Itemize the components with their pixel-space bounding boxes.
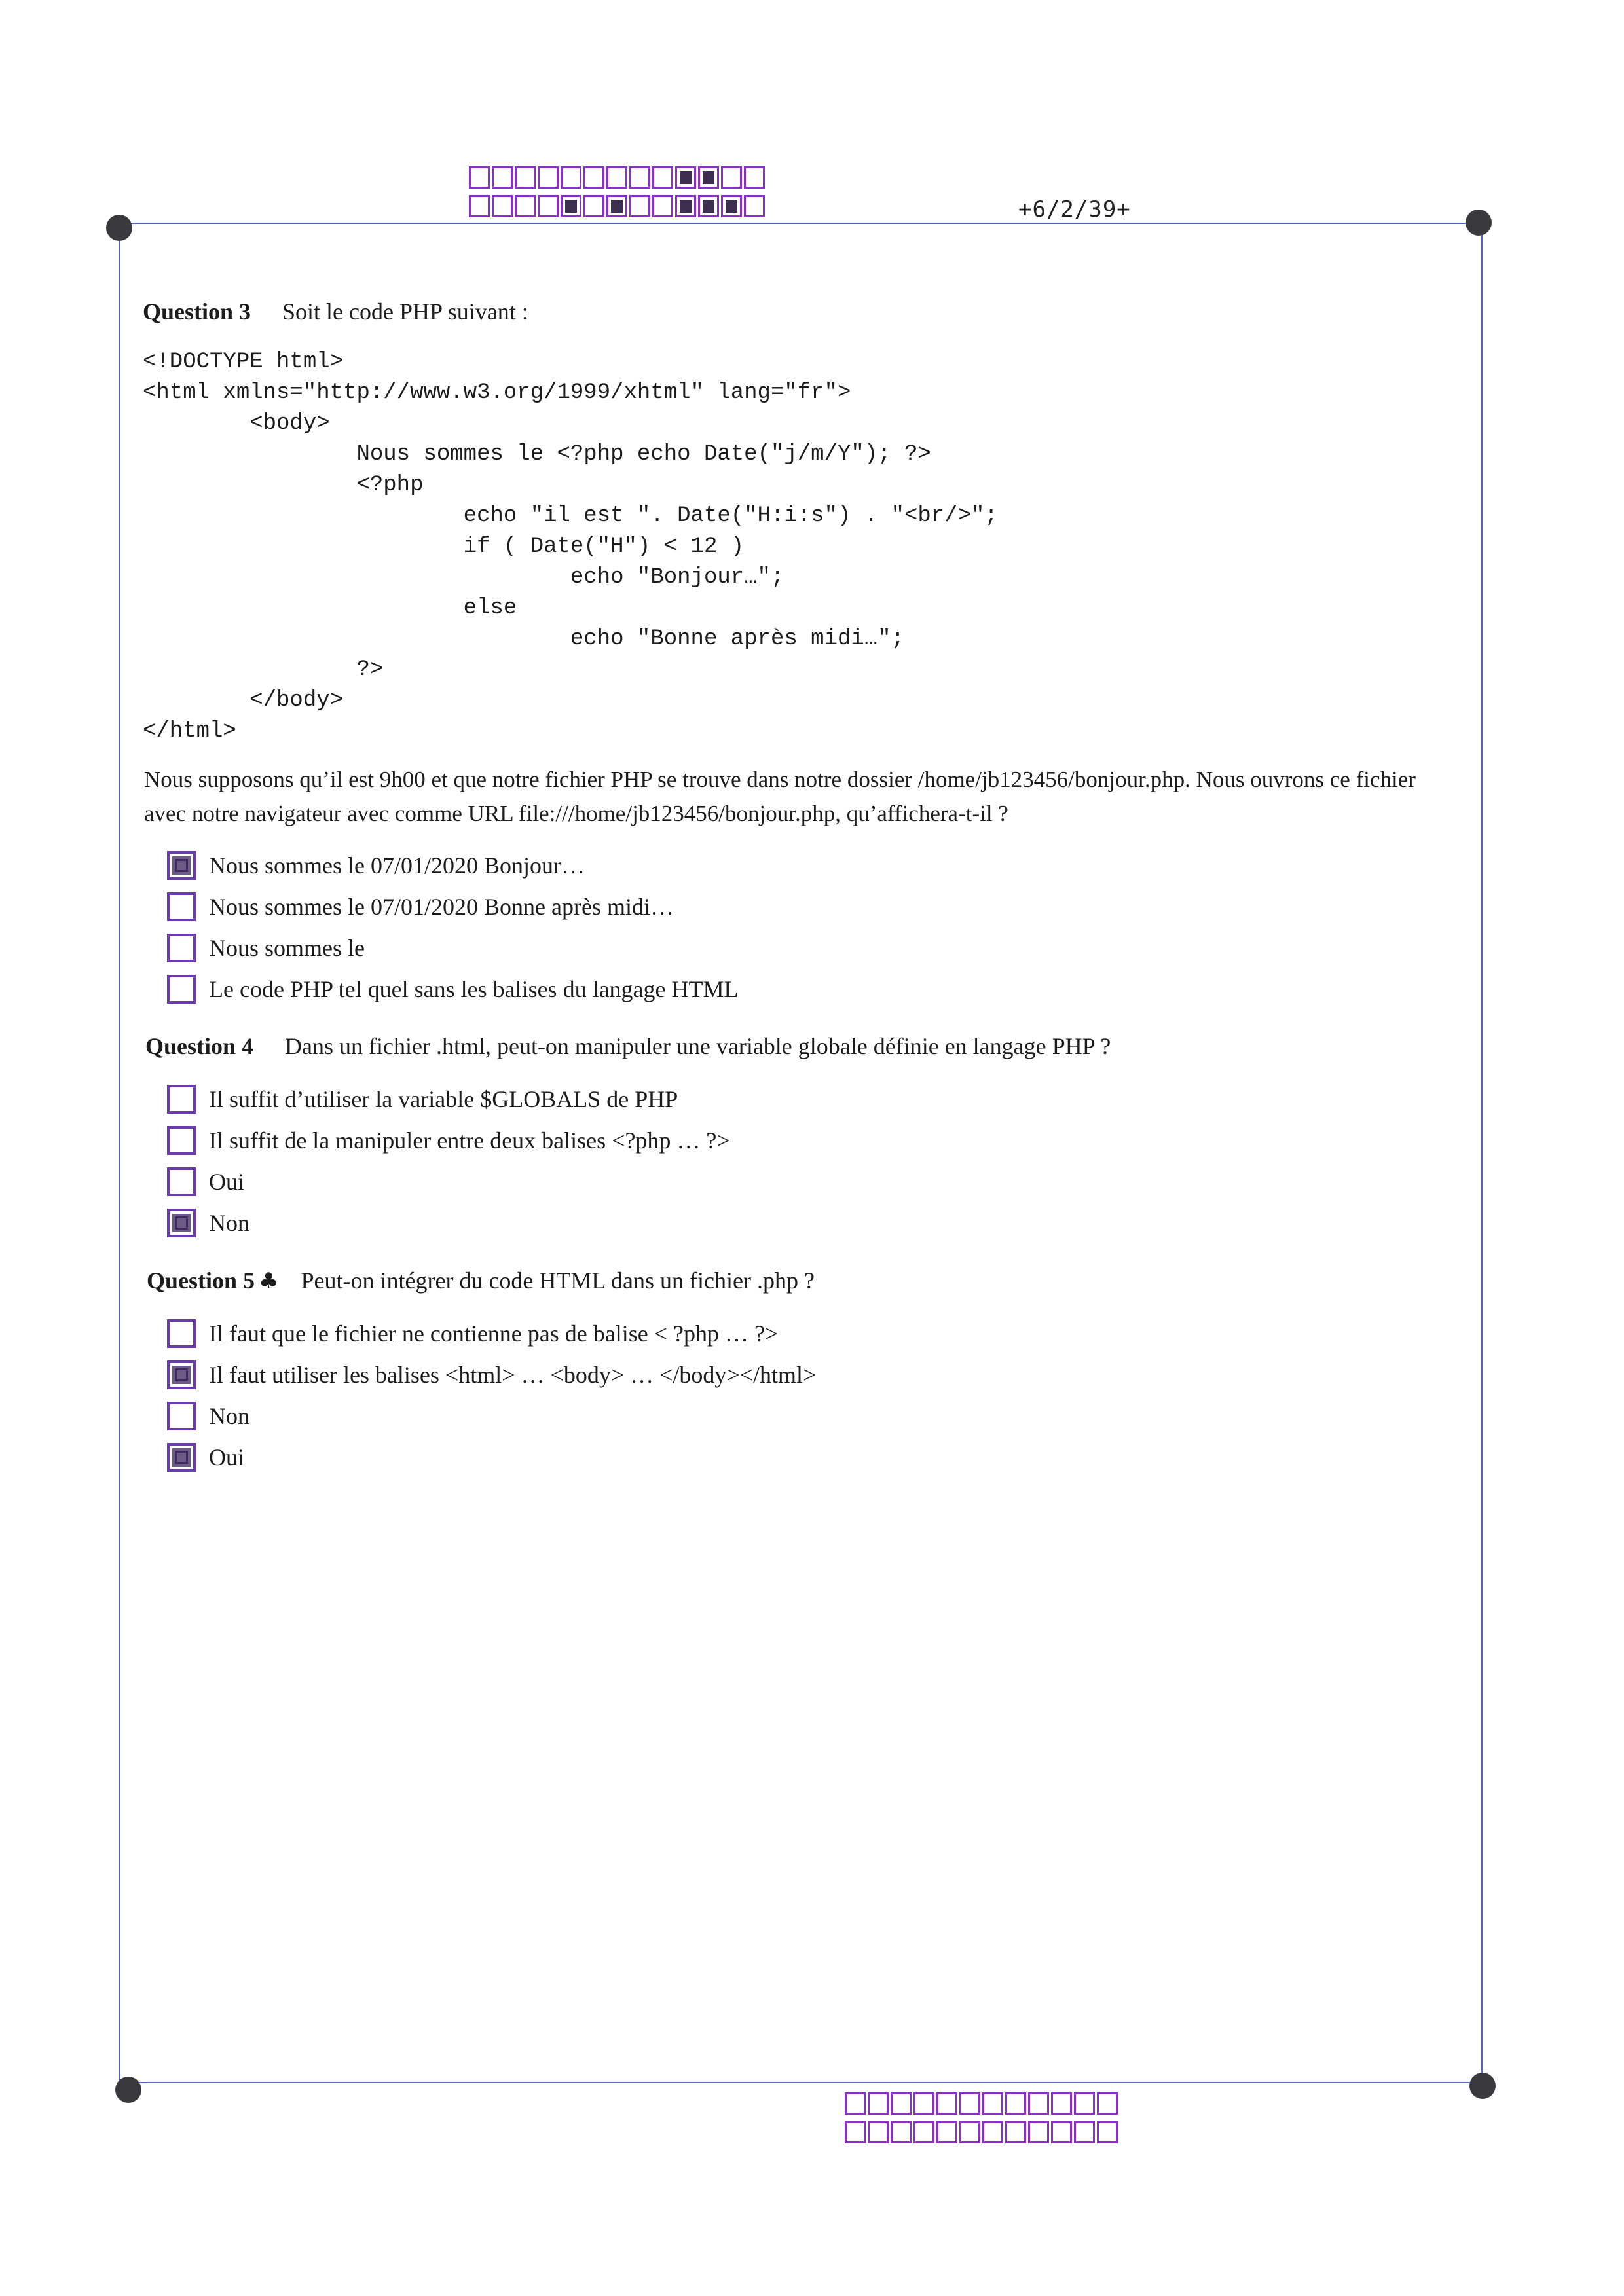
answer-option[interactable]	[167, 1436, 816, 1478]
barcode-cell	[538, 166, 559, 189]
answer-label: Non	[209, 1209, 249, 1236]
answer-option[interactable]	[167, 1354, 816, 1395]
answer-option[interactable]	[167, 1313, 816, 1354]
question-3-text: Soit le code PHP suivant :	[282, 299, 528, 325]
corner-marker-top-left	[106, 215, 132, 241]
barcode-cell	[721, 166, 742, 189]
barcode-cell	[1074, 2121, 1095, 2143]
barcode-cell	[606, 166, 627, 189]
answer-label: Le code PHP tel quel sans les balises du langage HTML	[209, 975, 739, 1002]
barcode-cell	[868, 2092, 889, 2115]
barcode-cell	[868, 2121, 889, 2143]
barcode-cell	[515, 166, 536, 189]
answer-label: Il faut que le fichier ne contienne pas de balise < ?php … ?>	[209, 1320, 779, 1347]
barcode-cell	[913, 2092, 934, 2115]
barcode-bottom-row-1	[845, 2092, 1120, 2115]
answer-checkbox[interactable]	[167, 934, 196, 962]
answer-label: Nous sommes le 07/01/2020 Bonne après midi…	[209, 893, 674, 920]
answer-option[interactable]	[167, 927, 739, 968]
question-3-label: Question 3	[143, 299, 251, 325]
barcode-cell	[652, 166, 673, 189]
question-4-answers	[167, 1078, 730, 1243]
answer-checkbox[interactable]	[167, 1360, 196, 1389]
page-identifier: +6/2/39+	[1018, 196, 1131, 223]
answer-checkbox[interactable]	[167, 1443, 196, 1472]
barcode-cell	[845, 2092, 866, 2115]
barcode-cell	[561, 195, 581, 217]
barcode-cell	[1005, 2121, 1026, 2143]
barcode-cell	[492, 166, 513, 189]
barcode-cell	[721, 195, 742, 217]
question-4-header	[145, 1032, 1111, 1060]
barcode-cell	[698, 195, 719, 217]
answer-option[interactable]	[167, 1395, 816, 1436]
question-3-header	[143, 298, 528, 325]
barcode-top-row-1	[469, 166, 767, 189]
barcode-cell	[629, 195, 650, 217]
question-3-answers	[167, 845, 739, 1010]
answer-option[interactable]	[167, 1120, 730, 1161]
barcode-cell	[492, 195, 513, 217]
question-5-answers	[167, 1313, 816, 1478]
barcode-cell	[845, 2121, 866, 2143]
answer-checkbox[interactable]	[167, 1085, 196, 1114]
barcode-cell	[936, 2121, 957, 2143]
barcode-cell	[515, 195, 536, 217]
barcode-cell	[1005, 2092, 1026, 2115]
answer-label: Nous sommes le 07/01/2020 Bonjour…	[209, 852, 585, 879]
question-5-text: Peut-on intégrer du code HTML dans un fichier .php ?	[301, 1267, 815, 1294]
barcode-cell	[1051, 2121, 1072, 2143]
answer-option[interactable]	[167, 1202, 730, 1243]
barcode-cell	[606, 195, 627, 217]
barcode-cell	[1074, 2092, 1095, 2115]
barcode-cell	[698, 166, 719, 189]
barcode-cell	[959, 2121, 980, 2143]
barcode-cell	[936, 2092, 957, 2115]
barcode-cell	[1028, 2092, 1049, 2115]
answer-checkbox[interactable]	[167, 1319, 196, 1348]
question-4-label: Question 4	[145, 1033, 254, 1059]
answer-checkbox[interactable]	[167, 892, 196, 921]
barcode-cell	[652, 195, 673, 217]
barcode-cell	[891, 2092, 912, 2115]
corner-marker-top-right	[1466, 210, 1492, 236]
answer-label: Oui	[209, 1168, 244, 1195]
answer-label: Nous sommes le	[209, 934, 365, 961]
answer-label: Non	[209, 1402, 249, 1429]
answer-option[interactable]	[167, 1161, 730, 1202]
barcode-cell	[538, 195, 559, 217]
question-4-text: Dans un fichier .html, peut-on manipuler une variable globale définie en langage PHP ?	[285, 1033, 1111, 1059]
question-3-code-block: <!DOCTYPE html> <html xmlns="http://www.w3.org/1999/xhtml" lang="fr"> <body> Nous sommes le <?php echo Date("j/m/Y"); ?> <?php echo "il est ". Date("H:i:s") . "<br/>"; if ( Date("H") < 12 ) echo "Bonjour…"; else echo "Bonne après midi…"; ?> </body> </html>	[143, 350, 998, 744]
barcode-cell	[675, 166, 696, 189]
barcode-cell	[1028, 2121, 1049, 2143]
barcode-cell	[561, 166, 581, 189]
barcode-cell	[1097, 2121, 1118, 2143]
barcode-cell	[1097, 2092, 1118, 2115]
answer-label: Il suffit de la manipuler entre deux balises <?php … ?>	[209, 1127, 730, 1154]
barcode-cell	[1051, 2092, 1072, 2115]
barcode-cell	[469, 166, 490, 189]
barcode-cell	[675, 195, 696, 217]
answer-checkbox[interactable]	[167, 1209, 196, 1237]
barcode-cell	[583, 166, 604, 189]
answer-checkbox[interactable]	[167, 1126, 196, 1155]
barcode-bottom-row-2	[845, 2121, 1120, 2143]
answer-option[interactable]	[167, 968, 739, 1010]
barcode-cell	[982, 2121, 1003, 2143]
answer-option[interactable]	[167, 1078, 730, 1120]
barcode-cell	[891, 2121, 912, 2143]
answer-checkbox[interactable]	[167, 851, 196, 880]
corner-marker-bottom-right	[1469, 2073, 1496, 2099]
barcode-cell	[469, 195, 490, 217]
barcode-top-row-2	[469, 195, 767, 217]
answer-label: Il suffit d’utiliser la variable $GLOBALS de PHP	[209, 1085, 678, 1112]
barcode-cell	[959, 2092, 980, 2115]
question-5-header	[147, 1267, 815, 1294]
barcode-cell	[913, 2121, 934, 2143]
club-icon: ♣	[259, 1268, 279, 1294]
answer-checkbox[interactable]	[167, 1402, 196, 1430]
answer-option[interactable]	[167, 886, 739, 927]
barcode-cell	[629, 166, 650, 189]
barcode-cell	[744, 166, 765, 189]
barcode-cell	[982, 2092, 1003, 2115]
barcode-cell	[583, 195, 604, 217]
answer-label: Il faut utiliser les balises <html> … <body> … </body></html>	[209, 1361, 817, 1388]
answer-option[interactable]	[167, 845, 739, 886]
corner-marker-bottom-left	[115, 2077, 141, 2103]
question-5-label: Question 5	[147, 1267, 255, 1294]
answer-checkbox[interactable]	[167, 975, 196, 1004]
question-3-paragraph: Nous supposons qu’il est 9h00 et que notre fichier PHP se trouve dans notre dossier /home/jb123456/bonjour.php. Nous ouvrons ce fichier avec notre navigateur avec comme URL file:///home/jb123456/bonjour.php, qu’affichera-t-il ?	[144, 767, 1416, 826]
answer-checkbox[interactable]	[167, 1167, 196, 1196]
answer-label: Oui	[209, 1444, 244, 1470]
barcode-cell	[744, 195, 765, 217]
